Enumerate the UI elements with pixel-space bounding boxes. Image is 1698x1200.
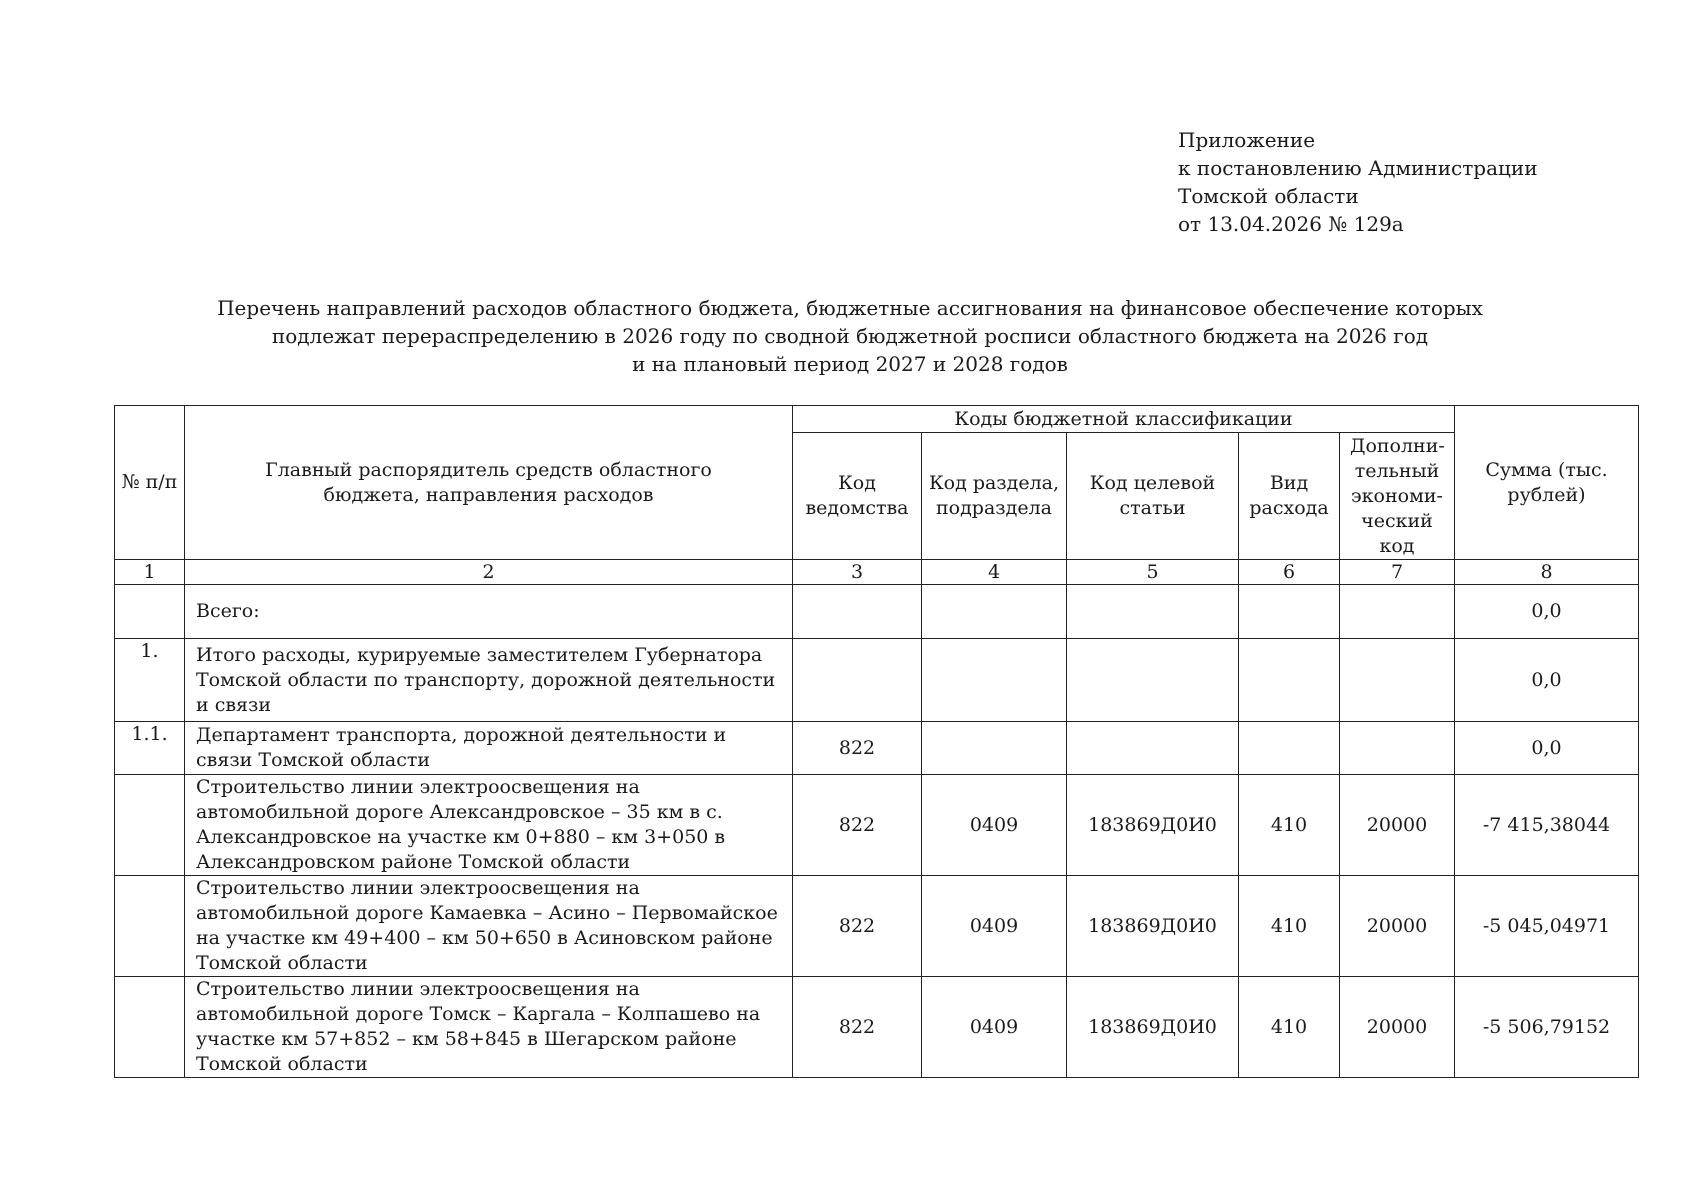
total-label: Всего:	[185, 585, 793, 639]
row-sum: -7 415,38044	[1455, 775, 1639, 876]
row-sum: -5 045,04971	[1455, 876, 1639, 977]
table-row	[115, 977, 1639, 1078]
row-type	[1239, 722, 1340, 775]
column-number: 7	[1340, 560, 1455, 585]
row-sum: 0,0	[1455, 722, 1639, 775]
row-section	[922, 639, 1067, 722]
row-name: Строительство линии электроосвещения на автомобильной дороге Александровское – 35 км в с. Александровское на участке км 0+880 – км 3+050 в Александровском районе Томской области	[185, 775, 793, 876]
row-type: 410	[1239, 876, 1340, 977]
row-type	[1239, 639, 1340, 722]
table-row	[115, 876, 1639, 977]
row-extra: 20000	[1340, 876, 1455, 977]
appendix-line: к постановлению Администрации	[1178, 156, 1538, 180]
table-row	[115, 775, 1639, 876]
row-target	[1067, 639, 1239, 722]
column-numbers-row	[115, 560, 1639, 585]
header-codes-group: Коды бюджетной классификации	[793, 406, 1455, 433]
row-type: 410	[1239, 977, 1340, 1078]
row-name: Департамент транспорта, дорожной деятельности и связи Томской области	[185, 722, 793, 775]
column-number: 4	[922, 560, 1067, 585]
row-dept: 822	[793, 775, 922, 876]
header-expense-type: Вид расхода	[1239, 433, 1340, 560]
row-section: 0409	[922, 977, 1067, 1078]
row-num	[115, 876, 185, 977]
row-name: Строительство линии электроосвещения на автомобильной дороге Томск – Каргала – Колпашево на участке км 57+852 – км 58+845 в Шегарском районе Томской области	[185, 977, 793, 1078]
total-sum: 0,0	[1455, 585, 1639, 639]
title-line: и на плановый период 2027 и 2028 годов	[632, 352, 1068, 376]
row-type: 410	[1239, 775, 1340, 876]
header-dept-code: Код ведомства	[793, 433, 922, 560]
appendix-block	[1178, 126, 1538, 238]
column-number: 6	[1239, 560, 1340, 585]
row-sum: 0,0	[1455, 639, 1639, 722]
row-dept: 822	[793, 977, 922, 1078]
appendix-line: Томской области	[1178, 184, 1359, 208]
header-target-code: Код целевой статьи	[1067, 433, 1239, 560]
row-target	[1067, 722, 1239, 775]
title-line: Перечень направлений расходов областного бюджета, бюджетные ассигнования на финансовое обеспечение которых	[217, 296, 1483, 320]
row-section	[922, 722, 1067, 775]
header-section-code: Код раздела, подраздела	[922, 433, 1067, 560]
row-sum: -5 506,79152	[1455, 977, 1639, 1078]
budget-table	[114, 405, 1639, 1078]
row-target: 183869Д0И0	[1067, 876, 1239, 977]
column-number: 8	[1455, 560, 1639, 585]
header-sum: Сумма (тыс. рублей)	[1455, 406, 1639, 560]
title-line: подлежат перераспределению в 2026 году по сводной бюджетной росписи областного бюджета на 2026 год	[271, 324, 1429, 348]
header-name: Главный распорядитель средств областного бюджета, направления расходов	[185, 406, 793, 560]
column-number: 3	[793, 560, 922, 585]
row-target: 183869Д0И0	[1067, 977, 1239, 1078]
table-row	[115, 722, 1639, 775]
row-num	[115, 775, 185, 876]
table-row	[115, 639, 1639, 722]
row-num	[115, 977, 185, 1078]
row-dept: 822	[793, 722, 922, 775]
row-dept	[793, 639, 922, 722]
appendix-line: от 13.04.2026 № 129а	[1178, 212, 1404, 236]
row-target: 183869Д0И0	[1067, 775, 1239, 876]
row-extra	[1340, 722, 1455, 775]
row-num: 1.	[115, 639, 185, 722]
header-num: № п/п	[115, 406, 185, 560]
header-extra-code: Дополни-тельный экономи-ческий код	[1340, 433, 1455, 560]
row-extra	[1340, 639, 1455, 722]
document-title	[110, 294, 1590, 378]
row-name: Строительство линии электроосвещения на автомобильной дороге Камаевка – Асино – Первомайское на участке км 49+400 – км 50+650 в Асиновском районе Томской области	[185, 876, 793, 977]
row-section: 0409	[922, 775, 1067, 876]
column-number: 1	[115, 560, 185, 585]
row-name: Итого расходы, курируемые заместителем Губернатора Томской области по транспорту, дорожной деятельности и связи	[185, 639, 793, 722]
column-number: 2	[185, 560, 793, 585]
row-num: 1.1.	[115, 722, 185, 775]
row-dept: 822	[793, 876, 922, 977]
row-extra: 20000	[1340, 977, 1455, 1078]
appendix-line: Приложение	[1178, 128, 1316, 152]
row-section: 0409	[922, 876, 1067, 977]
total-row	[115, 585, 1639, 639]
column-number: 5	[1067, 560, 1239, 585]
row-extra: 20000	[1340, 775, 1455, 876]
